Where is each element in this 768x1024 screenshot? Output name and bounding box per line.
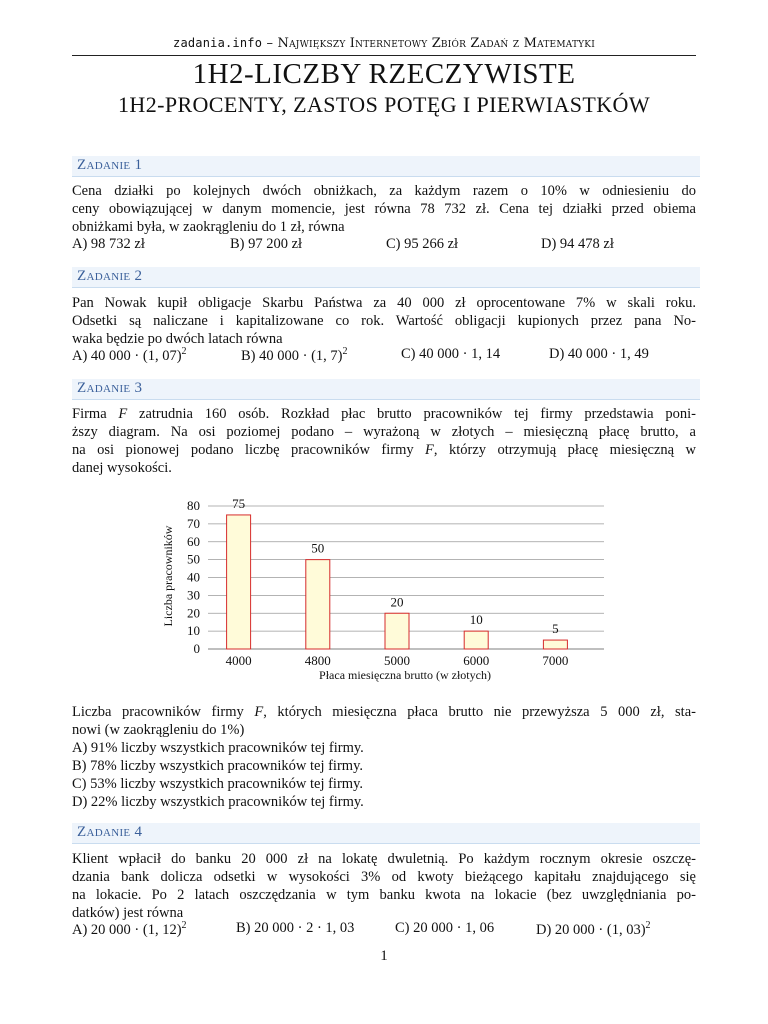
task-4-body [72,850,696,922]
page-header [72,36,696,51]
task-4-line: datków) jest równa [72,905,184,921]
task-3-options [72,739,696,811]
x-tick-label: 4000 [225,653,252,668]
y-tick-label: 10 [187,623,200,639]
x-tick-label: 6000 [463,653,490,668]
task-4-heading [72,823,700,844]
task-2-option-b [241,346,348,365]
y-tick-label: 80 [187,498,200,513]
header-tagline: Największy Internetowy Zbiór Zadań z Matematyki [277,36,595,51]
page-number: 1 [380,948,388,964]
task-3-question [72,703,696,739]
y-tick-label: 30 [187,587,200,603]
task-2-option-b-exponent: 2 [342,346,348,357]
bar-value-label: 10 [469,612,483,628]
x-axis-label: Płaca miesięczna brutto (w złotych) [319,668,491,682]
task-3-line: Firma F zatrudnia 160 osób. Rozkład płac brutto pracowników tej firmy przedstawia poni- [72,406,696,422]
task-1-line: obniżkami była, w zaokrągleniu do 1 zł, równa [72,219,345,235]
page-subtitle: 1H2-PROCENTY, ZASTOS POTĘG I PIERWIASTKÓW [118,92,650,117]
task-1-body [72,182,696,236]
header-dash: – [262,36,278,51]
task-1-heading-label: Zadanie 1 [77,157,143,173]
task-1-line: ceny obowiązującej w danym momencie, jest równa 78 732 zł. Cena tej działki przed obiema [72,201,696,217]
task-3-line: ższy diagram. Na osi poziomej podano – wyrażoną w złotych – miesięczną płacę brutto, a [72,424,696,440]
task-4-option-b: B) 20 000 · 2 · 1, 03 [236,920,355,936]
bar-value-label: 5 [552,621,559,637]
page-title: 1H2-LICZBY RZECZYWISTE [192,58,576,90]
task-3-option-b: B) 78% liczby wszystkich pracowników tej firmy. [72,758,364,774]
task-2-option-c: C) 40 000 · 1, 14 [401,346,501,362]
task-3-intro [72,405,696,477]
task-2-line: Odsetki są naliczane i kapitalizowane co rok. Wartość obligacji kupionych przez pana No- [72,313,696,329]
task-4-option-a [72,920,187,939]
task-2-heading-label: Zadanie 2 [77,268,143,284]
task-2-option-b-text: B) 40 000 · (1, 7) [241,347,343,364]
bar [464,631,488,649]
x-tick-label: 4800 [304,653,331,668]
task-3-option-c: C) 53% liczby wszystkich pracowników tej firmy. [72,776,364,792]
task-2-option-a-exponent: 2 [181,346,187,357]
bar [306,560,330,649]
task-2-line: Pan Nowak kupił obligacje Skarbu Państwa za 40 000 zł oprocentowane 7% w skali roku. [72,295,696,311]
task-1-option-b: B) 97 200 zł [230,236,303,252]
task-1-line: Cena działki po kolejnych dwóch obniżkach, za każdym razem o 10% w odniesieniu do [72,183,696,199]
task-2-heading [72,267,700,288]
task-2-option-a-text: A) 40 000 · (1, 07) [72,347,182,364]
task-4-heading-label: Zadanie 4 [77,824,143,840]
task-1-option-d: D) 94 478 zł [541,236,614,252]
y-tick-label: 40 [187,569,200,585]
task-4-option-c: C) 20 000 · 1, 06 [395,920,495,936]
task-1-heading [72,156,700,177]
task-2-option-a [72,346,187,365]
task-1-option-a: A) 98 732 zł [72,236,145,252]
chart-bars [227,515,568,649]
task-3-heading-label: Zadanie 3 [77,380,143,396]
task-4-line: Klient wpłacił do banku 20 000 zł na lokatę dwuletnią. Po każdym rocznym okresie oszczę- [72,851,696,867]
task-4-option-d-text: D) 20 000 · (1, 03) [536,921,646,938]
task-4-line: dzania bank dolicza odsetki w wysokości 3% od kwoty bieżącego kapitału znajdującego się [72,869,696,885]
bar-value-label: 75 [232,495,246,511]
task-3-option-d: D) 22% liczby wszystkich pracowników tej firmy. [72,794,364,810]
header-rule [72,55,696,56]
task-3-line: danej wysokości. [72,460,172,476]
task-3-line: na osi pionowej podano liczbę pracowników firmy F, którzy otrzymują płacę miesięczną w [72,442,696,458]
task-3-question-line: nowi (w zaokrągleniu do 1%) [72,722,245,738]
x-tick-label: 5000 [384,653,410,668]
y-tick-label: 20 [187,605,200,621]
task-2-line: waka będzie po dwóch latach równa [72,331,283,347]
bar-value-label: 50 [311,540,325,556]
bar [543,640,567,649]
bar-value-label: 20 [390,594,404,610]
task-4-option-d [536,920,651,939]
task-4-option-a-text: A) 20 000 · (1, 12) [72,921,182,938]
y-tick-label: 0 [193,641,200,656]
task-2-option-d: D) 40 000 · 1, 49 [549,346,649,362]
task-3-question-line: Liczba pracowników firmy F, których miesięczna płaca brutto nie przewyższa 5 000 zł, sta- [72,704,696,720]
bar [385,613,409,649]
y-axis-label: Liczba pracowników [161,525,175,627]
site-name: zadania.info [173,36,263,50]
task-3-heading [72,379,700,400]
x-tick-label: 7000 [542,653,569,668]
task-4-line: na lokacie. Po 2 latach oszczędzania w tym banku kwota na lokacie (bez uwzględniania po- [72,887,696,903]
task-4-option-a-exponent: 2 [181,920,187,931]
task-3-option-a: A) 91% liczby wszystkich pracowników tej firmy. [72,740,364,756]
y-tick-label: 50 [187,551,200,567]
bar [227,515,251,649]
salary-bar-chart [150,486,620,686]
y-tick-label: 70 [187,515,200,531]
y-tick-label: 60 [187,533,200,549]
task-1-option-c: C) 95 266 zł [386,236,459,252]
task-2-body [72,294,696,348]
task-4-option-d-exponent: 2 [645,920,651,931]
